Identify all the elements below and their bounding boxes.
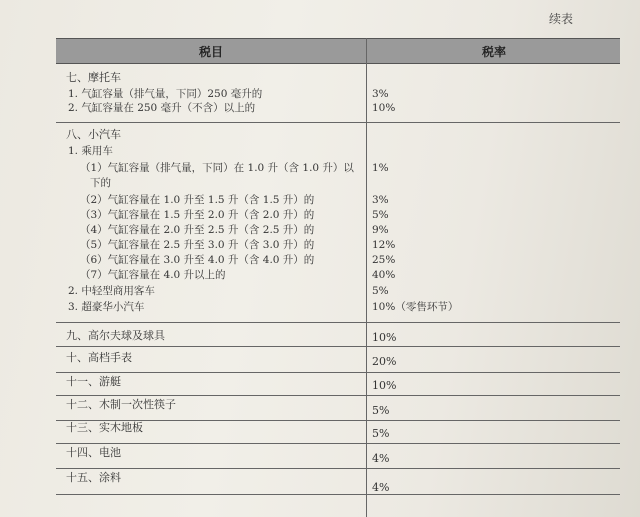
- item-rate: 3%: [372, 88, 389, 100]
- item-name: 十三、实木地板: [66, 421, 143, 434]
- row-divider: [56, 395, 620, 396]
- item-rate: 10%: [372, 102, 396, 114]
- item-rate: 4%: [372, 481, 390, 494]
- item-rate: 40%: [372, 269, 396, 281]
- item-rate: 12%: [372, 239, 396, 251]
- item-rate: 25%: [372, 254, 396, 266]
- item-name: 十五、涂料: [66, 471, 121, 484]
- item-name: （3）气缸容量在 1.5 升至 2.0 升（含 2.0 升）的: [80, 209, 315, 221]
- item-name: 十、高档手表: [66, 351, 132, 364]
- item-name: （6）气缸容量在 3.0 升至 4.0 升（含 4.0 升）的: [80, 254, 315, 266]
- item-rate: 10%（零售环节）: [372, 301, 459, 313]
- row-divider: [56, 122, 620, 123]
- item-name: （7）气缸容量在 4.0 升以上的: [80, 269, 226, 281]
- row-divider: [56, 322, 620, 323]
- col-header-rate: 税率: [481, 45, 506, 59]
- tax-table: [56, 38, 620, 64]
- item-rate: 3%: [372, 194, 389, 206]
- item-name: 3. 超豪华小汽车: [68, 301, 145, 313]
- continued-note: 续表: [549, 12, 574, 26]
- item-name: 下的: [90, 177, 111, 189]
- item-rate: 9%: [372, 224, 389, 236]
- item-name: （1）气缸容量（排气量，下同）在 1.0 升（含 1.0 升）以: [80, 162, 354, 174]
- item-name: 九、高尔夫球及球具: [66, 329, 165, 342]
- item-name: （5）气缸容量在 2.5 升至 3.0 升（含 3.0 升）的: [80, 239, 315, 251]
- item-rate: 10%: [372, 379, 397, 392]
- item-name: 十四、电池: [66, 446, 121, 459]
- row-divider: [56, 468, 620, 469]
- row-divider: [56, 494, 620, 495]
- item-rate: 5%: [372, 404, 390, 417]
- col-header-item: 税目: [198, 45, 223, 59]
- item-rate: 20%: [372, 355, 397, 368]
- item-rate: 5%: [372, 285, 389, 297]
- item-name: 2. 中轻型商用客车: [68, 285, 155, 297]
- column-divider: [366, 38, 367, 517]
- row-divider: [56, 443, 620, 444]
- item-name: （2）气缸容量在 1.0 升至 1.5 升（含 1.5 升）的: [80, 194, 315, 206]
- item-name: （4）气缸容量在 2.0 升至 2.5 升（含 2.5 升）的: [80, 224, 315, 236]
- item-name: 十一、游艇: [66, 375, 121, 388]
- row-divider: [56, 346, 620, 347]
- item-name: 1. 气缸容量（排气量，下同）250 毫升的: [68, 88, 263, 100]
- book-page: 续表 税目 税率 七、摩托车 1. 气缸容量（排气量，下同）250 毫升的 3% 2. 气缸容量在 250 毫升（不含）以上的 10% 八、小汽车 1. 乘用车 （1）气缸容量（排气量，下同）在 1.0 升（含 1.0 升）以 1% 下的 （2）气缸容量在 1.0 升至 1.5 升（含 1.5 升）的 3% （3）气缸容量在 1.5 升至 2.0 升（含 2.0 升）的 5% （4）气缸容量在 2.0 升至 2.5 升（含 2.5 升）的 9% （5）气缸容量在 2.5 升至 3.0 升（含 3.0 升）的 12% （6）气缸容量在 3.0 升至 4.0 升（含 4.0 升）的 25% （7）气缸容量在 4.0 升以上的 40% 2. 中轻型商用客车 5% 3. 超豪华小汽车 10%（零售环节） 九、高尔夫球及球具 10% 十、高档手表 20% 十一、游艇 10% 十二、木制一次性筷子 5% 十三、实木地板 5% 十四、电池 4% 十五、涂料 4%: [0, 0, 640, 517]
- item-rate: 5%: [372, 427, 390, 440]
- item-rate: 1%: [372, 162, 389, 174]
- table-header: [56, 38, 620, 64]
- item-name: 2. 气缸容量在 250 毫升（不含）以上的: [68, 102, 256, 114]
- item-rate: 5%: [372, 209, 389, 221]
- item-rate: 4%: [372, 452, 390, 465]
- item-rate: 10%: [372, 331, 397, 344]
- item-name: 十二、木制一次性筷子: [66, 398, 176, 411]
- row-divider: [56, 372, 620, 373]
